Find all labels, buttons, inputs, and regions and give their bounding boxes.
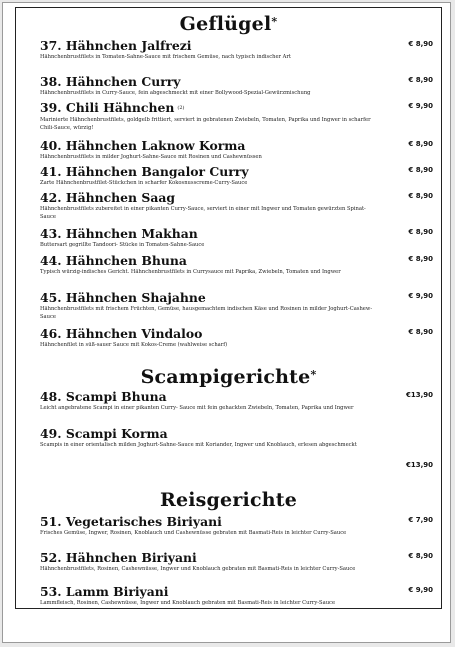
- item-description: Typisch würzig-indisches Gericht. Hähnchenbrustfilets in Currysauce mit Paprika, Zwiebeln, Tomaten und Ingwer: [40, 269, 341, 275]
- item-price: € 8,90: [408, 140, 433, 148]
- item-name: 52. Hähnchen Biriyani: [40, 550, 197, 565]
- item-price: € 8,90: [408, 166, 433, 174]
- item-name-text: 39. Chili Hähnchen: [40, 100, 175, 115]
- item-description: Frisches Gemüse, Ingwer, Rosinen, Knoblauch und Cashewnüsse gebraten mit Basmati-Reis in leichter Curry-Sauce: [40, 530, 347, 536]
- item-name: [40, 100, 435, 116]
- menu-item: [40, 38, 435, 62]
- item-description: Hähnchenbrustfilets, Rosinen, Cashewnüsse, Ingwer und Knoblauch gebraten mit Basmati-Reis in leichter Curry-Sauce: [40, 566, 356, 572]
- item-description: Buttersart gegrillte Tandoori- Stücke in Tomaten-Sahne-Sauce: [40, 242, 205, 248]
- menu-item: [40, 584, 435, 608]
- item-description: Zarte Hähnchenbrustfilet-Stückchen in scharfer Kokosnusscreme-Curry-Sauce: [40, 180, 248, 186]
- item-name: 37. Hähnchen Jalfrezi: [40, 38, 192, 53]
- item-name: 42. Hähnchen Saag: [40, 190, 176, 205]
- item-description: Lammfleisch, Rosinen, Cashewnüsse, Ingwer und Knoblauch gebraten mit Basmati-Reis in leichter Curry-Sauce: [40, 600, 336, 606]
- item-name: 46. Hähnchen Vindaloo: [40, 326, 203, 341]
- section-title-star: *: [310, 368, 317, 381]
- menu-item: [40, 290, 435, 321]
- menu-frame: [15, 7, 442, 609]
- item-price: € 7,90: [408, 516, 433, 524]
- item-description: Hähnchenfilet in süß-sauer Sauce mit Kokos-Creme (wahlweise scharf): [40, 342, 228, 348]
- item-price: € 8,90: [408, 255, 433, 263]
- item-name: 48. Scampi Bhuna: [40, 389, 167, 404]
- menu-item: [40, 550, 435, 574]
- item-description: Marinierte Hähnchenbrustfilets, goldgelb frittiert, serviert in gebratenen Zwiebeln, Tomaten, Paprika und Ingwer in scharfer Chili-Sauce, würzig!: [40, 117, 371, 131]
- item-price: € 8,90: [408, 228, 433, 236]
- section-title-scampi: [16, 367, 441, 387]
- section-title-gefluegel: [16, 14, 441, 34]
- item-price: € 8,90: [408, 552, 433, 560]
- menu-item: [40, 190, 435, 221]
- item-description: Hähnchenbrustfilets in Curry-Sauce, fein abgeschmeckt mit einer Bollywood-Spezial-Gewürzmischung: [40, 90, 311, 96]
- menu-item: [40, 138, 435, 162]
- menu-item: [40, 514, 435, 538]
- section-title-text: Geflügel: [179, 13, 272, 35]
- menu-item: [40, 164, 435, 188]
- section-title-reis: [16, 490, 441, 510]
- item-name: 51. Vegetarisches Biriyani: [40, 514, 222, 529]
- item-price: € 9,90: [408, 102, 433, 110]
- item-price: € 8,90: [408, 328, 433, 336]
- item-price: € 8,90: [408, 76, 433, 84]
- section-title-text: Scampigerichte: [140, 366, 311, 388]
- menu-item: [40, 253, 435, 277]
- section-title-text: Reisgerichte: [159, 489, 298, 511]
- menu-item: [40, 100, 435, 132]
- item-name: 49. Scampi Korma: [40, 426, 168, 441]
- item-price: €13,90: [405, 391, 433, 399]
- item-price: € 8,90: [408, 192, 433, 200]
- item-description: Leicht angebratene Scampi in einer pikanten Curry- Sauce mit fein gehackten Zwiebeln, Tomaten, Paprika und Ingwer: [40, 405, 354, 411]
- item-name: 40. Hähnchen Laknow Korma: [40, 138, 246, 153]
- item-price: € 9,90: [408, 292, 433, 300]
- item-name: 53. Lamm Biriyani: [40, 584, 169, 599]
- item-price: € 9,90: [408, 586, 433, 594]
- item-description: Scampis in einer orientalisch milden Joghurt-Sahne-Sauce mit Koriander, Ingwer und Knoblauch, erlesen abgeschmeckt: [40, 442, 357, 448]
- menu-item: [40, 326, 435, 350]
- item-description: Hähnchenbrustfilets zubereitet in einer pikanten Curry-Sauce, serviert in einer mit Ingwer und Tomaten gewürzten Spinat-Sauce: [40, 206, 366, 220]
- menu-item: [40, 426, 435, 450]
- item-name: 41. Hähnchen Bangalor Curry: [40, 164, 249, 179]
- item-price: € 8,90: [408, 40, 433, 48]
- menu-item: [40, 389, 435, 413]
- item-description: Hähnchenbrustfilets in milder Joghurt-Sahne-Sauce mit Rosinen und Cashewnüssen: [40, 154, 262, 160]
- item-name: 44. Hähnchen Bhuna: [40, 253, 187, 268]
- item-tag: (2): [177, 105, 185, 111]
- item-description: Hähnchenbrustfilets in Tomaten-Sahne-Sauce mit frischem Gemüse, nach typisch indischer Art: [40, 54, 291, 60]
- section-title-star: *: [271, 15, 278, 28]
- menu-item: [40, 226, 435, 250]
- item-name: 43. Hähnchen Makhan: [40, 226, 198, 241]
- item-name: 38. Hähnchen Curry: [40, 74, 181, 89]
- item-description: Hähnchenbrustfilets mit frischem Früchten, Gemüse, hausgemachtem indischen Käse und Rosinen in milder Joghurt-Cashew-Sauce: [40, 306, 373, 320]
- menu-page: [2, 2, 451, 643]
- item-name: 45. Hähnchen Shajahne: [40, 290, 206, 305]
- item-price: €13,90: [405, 461, 433, 469]
- menu-item: [40, 74, 435, 98]
